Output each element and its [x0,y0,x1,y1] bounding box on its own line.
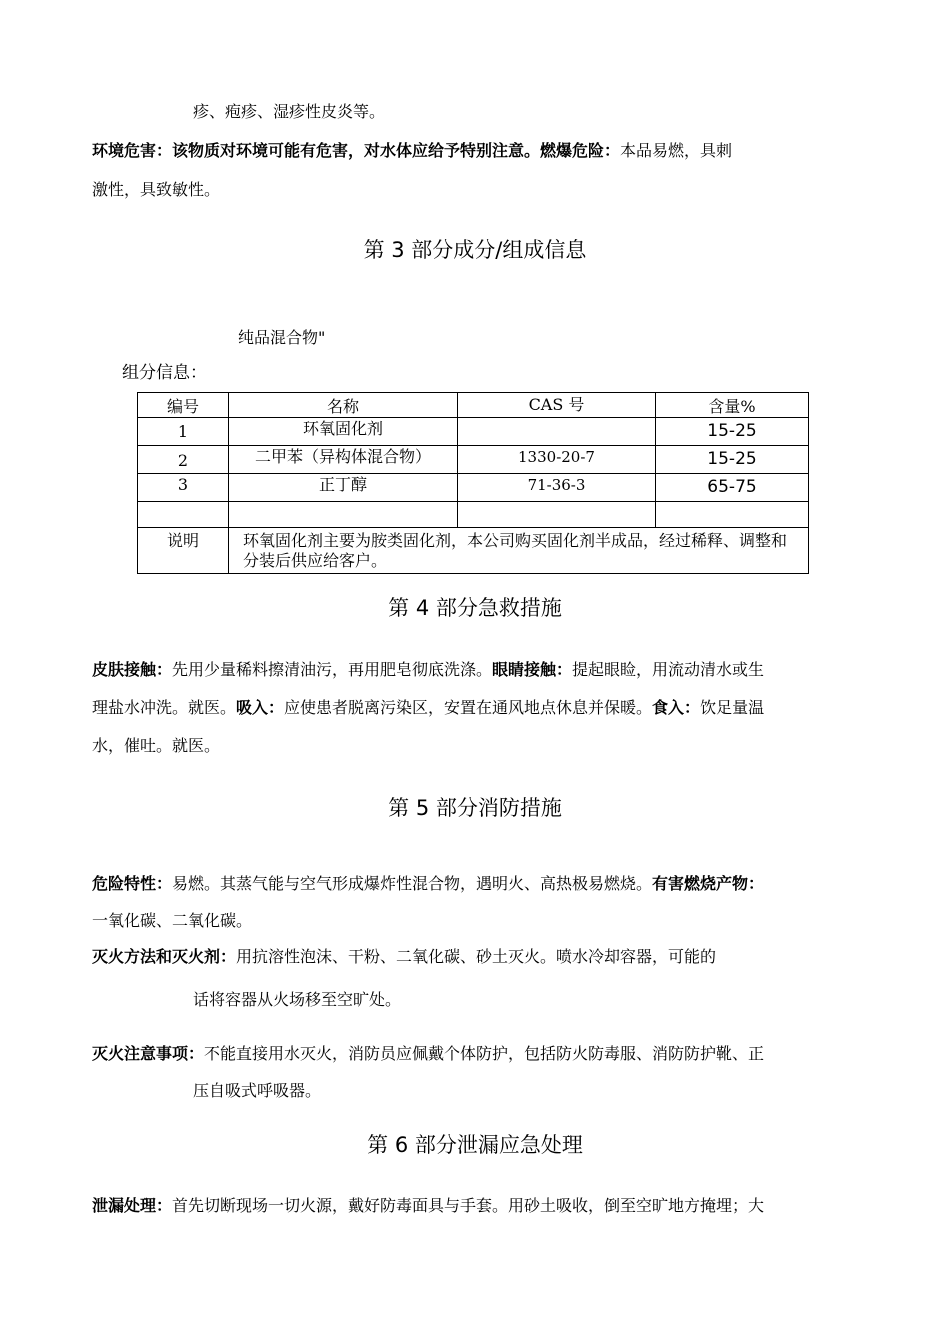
note-text: 环氧固化剂主要为胺类固化剂，本公司购买固化剂半成品，经过稀释、调整和分装后供应给客户。 [229,528,809,574]
inhalation-label: 吸入： [236,698,285,717]
row-name: 二甲苯（异构体混合物） [229,446,458,474]
ingestion-text: 饮足量温 [700,698,765,717]
table-row [138,446,809,474]
row-number: 2 [138,446,229,474]
table-header-row [138,393,809,418]
row-content: 15-25 [656,446,809,474]
row-number: 3 [138,474,229,502]
row-content: 65-75 [656,474,809,502]
skin-contact-text: 先用少量稀料擦清油污，再用肥皂彻底洗涤。 [172,660,493,679]
fire-hazard-text: 本品易燃，具刺 [620,141,733,160]
mixture-type: 纯品混合物" [238,328,326,347]
header-content: 含量% [656,393,809,418]
row-cas: 71-36-3 [458,474,656,502]
header-cas: CAS 号 [458,393,656,418]
env-hazard-line [92,141,732,161]
header-name: 名称 [229,393,458,418]
composition-label: 组分信息： [122,363,207,383]
extinguishing-line [92,947,716,967]
table-row [138,418,809,446]
firefighting-notice-text-cont: 压自吸式呼吸器。 [193,1081,322,1100]
inhalation-text: 应使患者脱离污染区，安置在通风地点休息并保暖。 [284,698,653,717]
row-name: 正丁醇 [229,474,458,502]
note-label: 说明 [138,528,229,574]
continued-text: 疹、疱疹、湿疹性皮炎等。 [193,102,386,121]
row-name: 环氧固化剂 [229,418,458,446]
header-number: 编号 [138,393,229,418]
row-name [229,502,458,528]
table-note-row [138,528,809,574]
env-hazard-text: 该物质对环境可能有危害，对水体应给予特别注意。 [172,141,541,160]
eye-contact-label: 眼睛接触： [492,660,573,679]
leak-text: 首先切断现场一切火源，戴好防毒面具与手套。用砂土吸收，倒至空旷地方掩埋；大 [172,1196,765,1215]
firefighting-notice-text: 不能直接用水灭火，消防员应佩戴个体防护，包括防火防毒服、消防防护靴、正 [204,1044,765,1063]
section-4-title: 第 4 部分急救措施 [388,596,562,620]
row-content [656,502,809,528]
row-cas: 1330-20-7 [458,446,656,474]
combustion-products-text: 一氧化碳、二氧化碳。 [92,911,253,930]
skin-contact-label: 皮肤接触： [92,660,173,679]
first-aid-line-2 [92,698,764,718]
hazard-text: 易燃。其蒸气能与空气形成爆炸性混合物，遇明火、高热极易燃烧。 [172,874,653,893]
row-number: 1 [138,418,229,446]
first-aid-line-3: 水，催吐。就医。 [92,736,221,755]
table-row-empty [138,502,809,528]
firefighting-notice-label: 灭火注意事项： [92,1044,205,1063]
combustion-products-label: 有害燃烧产物： [652,874,765,893]
section-5-title: 第 5 部分消防措施 [388,796,562,820]
section-6-title: 第 6 部分泄漏应急处理 [367,1133,583,1157]
leak-line [92,1196,764,1216]
eye-contact-text-cont: 理盐水冲洗。就医。 [92,698,237,717]
row-number [138,502,229,528]
fire-hazard-text-cont: 激性，具致敏性。 [92,180,221,199]
composition-table [137,392,809,574]
eye-contact-text: 提起眼睑，用流动清水或生 [572,660,765,679]
extinguishing-text: 用抗溶性泡沫、干粉、二氧化碳、砂土灭火。喷水冷却容器，可能的 [236,947,717,966]
ingestion-label: 食入： [652,698,701,717]
section-3-title: 第 3 部分成分/组成信息 [363,238,587,262]
first-aid-line-1 [92,660,764,680]
extinguishing-text-cont: 话将容器从火场移至空旷处。 [193,990,402,1009]
fire-hazard-label: 燃爆危险： [540,141,621,160]
row-cas [458,502,656,528]
env-hazard-label: 环境危害： [92,141,173,160]
hazard-label: 危险特性： [92,874,173,893]
extinguishing-label: 灭火方法和灭火剂： [92,947,237,966]
table-row [138,474,809,502]
leak-label: 泄漏处理： [92,1196,173,1215]
row-content: 15-25 [656,418,809,446]
row-cas [458,418,656,446]
firefighting-notice-line [92,1044,764,1064]
fire-line-1 [92,874,764,894]
